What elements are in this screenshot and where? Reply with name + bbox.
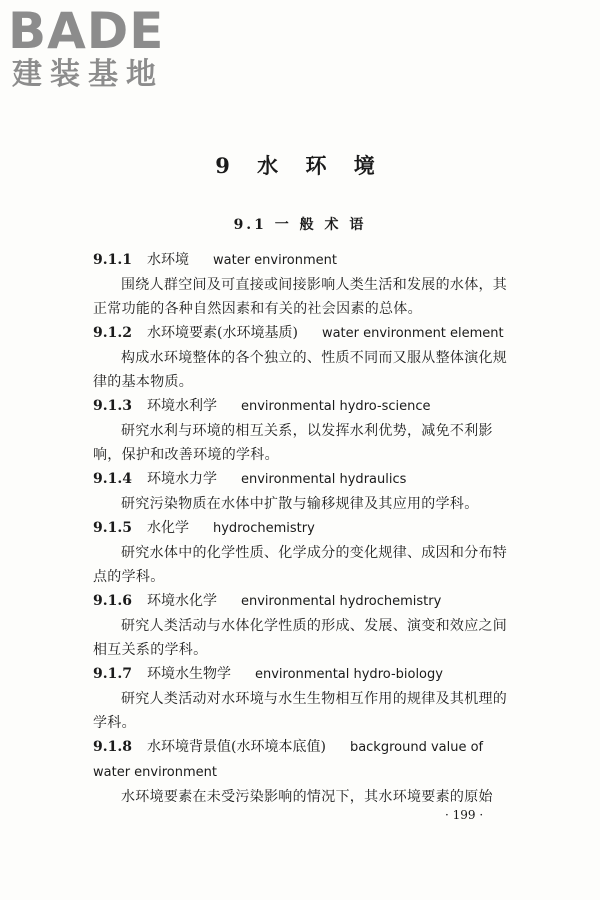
term-heading bbox=[93, 662, 516, 687]
term-number: 9.1.5 bbox=[93, 520, 132, 536]
term-number: 9.1.7 bbox=[93, 666, 132, 682]
term-english: environmental hydraulics bbox=[241, 472, 407, 487]
term-definition: 研究水利与环境的相互关系，以发挥水利优势，减免不利影响，保护和改善环境的学科。 bbox=[93, 423, 493, 463]
chapter-title: 9 水 环 境 bbox=[215, 153, 385, 178]
terms-list bbox=[93, 248, 516, 809]
term-definition: 研究人类活动对水环境与水生生物相互作用的规律及其机理的学科。 bbox=[93, 691, 508, 731]
term-heading bbox=[93, 467, 516, 492]
section-title: 9.1 一 般 术 语 bbox=[233, 217, 367, 233]
term-chinese: 环境水利学 bbox=[147, 398, 217, 414]
term-number: 9.1.1 bbox=[93, 252, 132, 268]
term-definition: 研究人类活动与水体化学性质的形成、发展、演变和效应之间相互关系的学科。 bbox=[93, 618, 508, 658]
term-heading bbox=[93, 589, 516, 614]
term-english: water environment bbox=[213, 253, 337, 268]
term-chinese: 水环境背景值(水环境本底值) bbox=[147, 739, 326, 755]
term-number: 9.1.4 bbox=[93, 471, 132, 487]
term-number: 9.1.3 bbox=[93, 398, 132, 414]
logo-brand-text: BADE bbox=[8, 2, 165, 60]
term-english: water environment element bbox=[321, 326, 504, 341]
term-chinese: 水化学 bbox=[147, 520, 189, 536]
term-english: hydrochemistry bbox=[213, 521, 315, 536]
term-heading bbox=[93, 248, 516, 273]
term-chinese: 环境水生物学 bbox=[147, 666, 231, 682]
term-number: 9.1.8 bbox=[93, 739, 132, 755]
term-chinese: 环境水力学 bbox=[147, 471, 217, 487]
term-number: 9.1.6 bbox=[93, 593, 132, 609]
term-heading bbox=[93, 735, 516, 785]
term-heading bbox=[93, 516, 516, 541]
term-heading bbox=[93, 394, 516, 419]
term-definition: 研究水体中的化学性质、化学成分的变化规律、成因和分布特点的学科。 bbox=[93, 545, 508, 585]
term-chinese: 水环境 bbox=[147, 252, 189, 268]
term-definition: 水环境要素在未受污染影响的情况下，其水环境要素的原始 bbox=[121, 789, 493, 805]
term-number: 9.1.2 bbox=[93, 325, 132, 341]
term-definition: 围绕人群空间及可直接或间接影响人类生活和发展的水体，其正常功能的各种自然因素和有关的社会因素的总体。 bbox=[93, 277, 508, 317]
page-number: · 199 · bbox=[445, 808, 484, 822]
brand-logo bbox=[8, 4, 178, 92]
term-definition: 研究污染物质在水体中扩散与输移规律及其应用的学科。 bbox=[121, 496, 479, 512]
term-english: background value of water environment bbox=[93, 740, 484, 780]
term-english: environmental hydro-biology bbox=[255, 667, 443, 682]
term-chinese: 水环境要素(水环境基质) bbox=[147, 325, 298, 341]
term-english: environmental hydro-science bbox=[241, 399, 431, 414]
term-heading bbox=[93, 321, 516, 346]
logo-subtitle: 建装基地 bbox=[12, 57, 164, 92]
term-english: environmental hydrochemistry bbox=[241, 594, 442, 609]
term-definition: 构成水环境整体的各个独立的、性质不同而又服从整体演化规律的基本物质。 bbox=[93, 350, 508, 390]
term-chinese: 环境水化学 bbox=[147, 593, 217, 609]
